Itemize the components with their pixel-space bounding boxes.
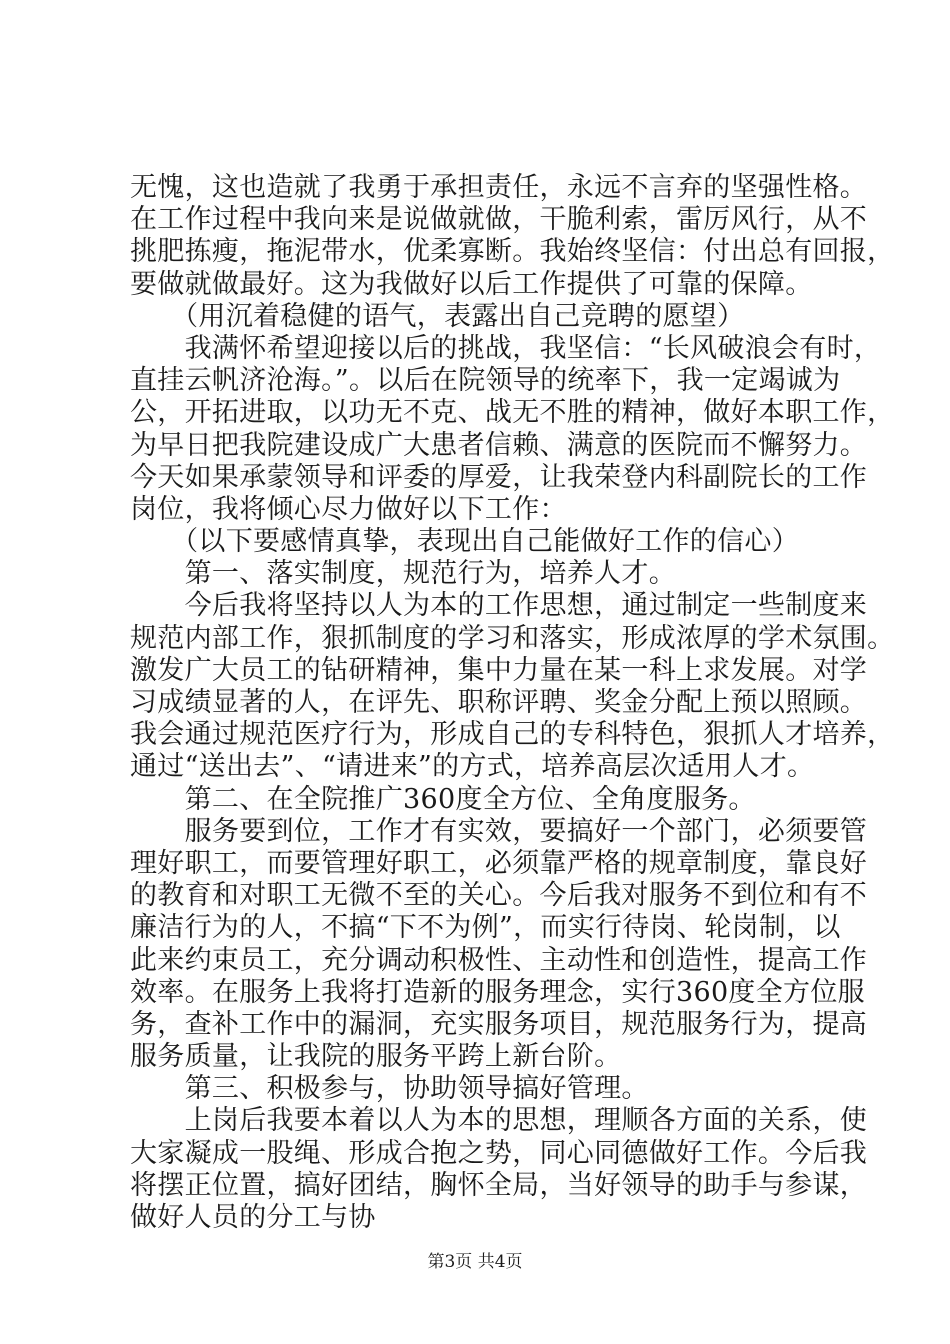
page-footer: 第3页 共4页 (427, 1252, 523, 1272)
text-line: 在工作过程中我向来是说做就做，干脆利索，雷厉风行，从不 (130, 204, 868, 236)
text-line: 将摆正位置，搞好团结，胸怀全局，当好领导的助手与参谋， (130, 1169, 868, 1201)
text-line: 为早日把我院建设成广大患者信赖、满意的医院而不懈努力。 (130, 429, 868, 461)
text-line: 通过“送出去”、“请进来”的方式，培养高层次适用人才。 (130, 751, 815, 783)
text-line: 第三、积极参与，协助领导搞好管理。 (130, 1073, 649, 1105)
text-line: 激发广大员工的钻研精神，集中力量在某一科上求发展。对学 (130, 654, 868, 686)
text-line: 今天如果承蒙领导和评委的厚爱，让我荣登内科副院长的工作 (130, 461, 868, 493)
text-line: 廉洁行为的人，不搞“下不为例”，而实行待岗、轮岗制，以 (130, 912, 841, 944)
text-line: 务，查补工作中的漏洞，充实服务项目，规范服务行为，提高 (130, 1008, 868, 1040)
text-line: 大家凝成一股绳、形成合抱之势，同心同德做好工作。今后我 (130, 1137, 868, 1169)
text-line: 岗位，我将倾心尽力做好以下工作： (130, 493, 567, 525)
text-line: 效率。在服务上我将打造新的服务理念，实行360度全方位服 (130, 976, 865, 1008)
text-line: 我会通过规范医疗行为，形成自己的专科特色，狠抓人才培养， (130, 719, 895, 751)
text-line: 此来约束员工，充分调动积极性、主动性和创造性，提高工作 (130, 944, 868, 976)
text-line: 做好人员的分工与协 (130, 1202, 376, 1233)
text-line: 直挂云帆济沧海。”。以后在院领导的统率下，我一定竭诚为 (130, 365, 841, 397)
text-line: 习成绩显著的人，在评先、职称评聘、奖金分配上预以照顾。 (130, 687, 868, 718)
text-line: 第二、在全院推广360度全方位、全角度服务。 (130, 783, 756, 815)
text-line: 公，开拓进取，以功无不克、战无不胜的精神，做好本职工作， (130, 397, 895, 429)
text-line: 理好职工，而要管理好职工，必须靠严格的规章制度，靠良好 (130, 847, 868, 879)
text-line: 要做就做最好。这为我做好以后工作提供了可靠的保障。 (130, 268, 813, 300)
text-line: 今后我将坚持以人为本的工作思想，通过制定一些制度来 (130, 590, 868, 622)
text-line: 服务要到位，工作才有实效，要搞好一个部门，必须要管 (130, 815, 868, 847)
text-line: 上岗后我要本着以人为本的思想，理顺各方面的关系，使 (130, 1105, 868, 1137)
text-line: （以下要感情真挚，表现出自己能做好工作的信心） (130, 526, 799, 558)
text-line: 无愧，这也造就了我勇于承担责任，永远不言弃的坚强性格。 (130, 172, 868, 203)
text-line: （用沉着稳健的语气，表露出自己竞聘的愿望） (130, 300, 745, 332)
text-line: 的教育和对职工无微不至的关心。今后我对服务不到位和有不 (130, 880, 868, 912)
text-line: 规范内部工作，狠抓制度的学习和落实，形成浓厚的学术氛围。 (130, 622, 895, 654)
body-text (130, 172, 895, 1234)
text-line: 服务质量，让我院的服务平跨上新台阶。 (130, 1041, 622, 1073)
text-line: 我满怀希望迎接以后的挑战，我坚信：“长风破浪会有时， (130, 332, 882, 364)
text-line: 第一、落实制度，规范行为，培养人才。 (130, 558, 676, 590)
text-line: 挑肥拣瘦，拖泥带水，优柔寡断。我始终坚信：付出总有回报， (130, 236, 895, 268)
